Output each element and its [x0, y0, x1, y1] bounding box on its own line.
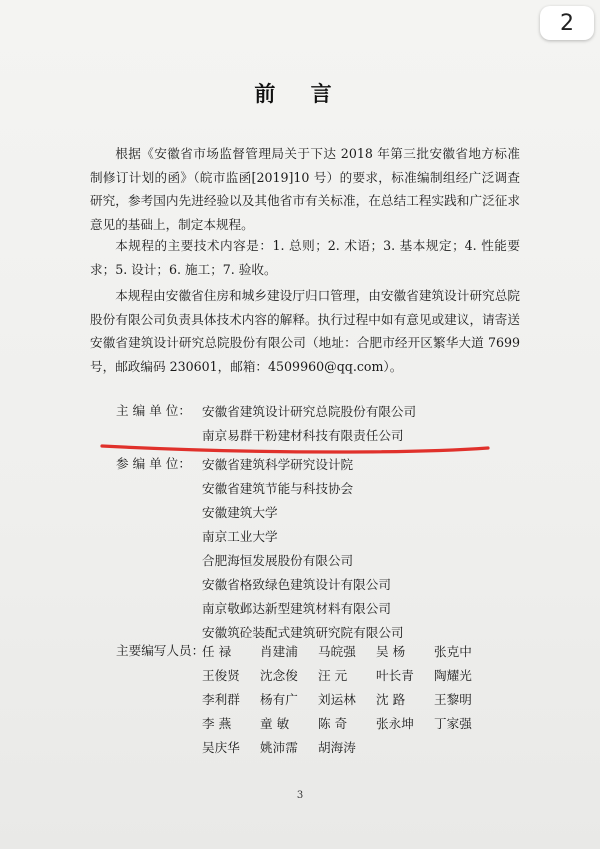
author-name: 肖建浦: [260, 644, 298, 659]
authors-label: 主要编写人员：: [116, 643, 205, 658]
author-name: 任 禄: [202, 644, 232, 659]
participating-unit-item: 南京敬邺达新型建筑材料有限公司: [202, 601, 391, 616]
chief-unit-item: 南京易群干粉建材科技有限责任公司: [202, 428, 404, 443]
chief-unit-item: 安徽省建筑设计研究总院股份有限公司: [202, 404, 417, 419]
author-name: 陶耀光: [434, 668, 472, 683]
author-name: 吴庆华: [202, 740, 240, 755]
author-name: 杨有广: [260, 692, 298, 707]
author-name: 汪 元: [318, 668, 348, 683]
page-number: 3: [296, 790, 304, 801]
participating-unit-item: 安徽建筑大学: [202, 505, 278, 520]
participating-unit-item: 安徽省格致绿色建筑设计有限公司: [202, 577, 391, 592]
authors-row: [202, 736, 516, 760]
participating-unit-item: 安徽省建筑科学研究设计院: [202, 457, 354, 472]
author-name: 童 敏: [260, 716, 290, 731]
page-badge: 2: [540, 6, 594, 40]
authors-row: [202, 712, 516, 736]
intro-paragraph-1: 根据《安徽省市场监督管理局关于下达 2018 年第三批安徽省地方标准制修订计划的函》（皖市监函[2019]10 号）的要求，标准编制组经广泛调查研究，参考国内先进经验以及其他省市有关标准，在总结工程实践和广泛征求意见的基础上，制定本规程。: [90, 146, 520, 232]
page-title: 前 言: [254, 82, 346, 106]
participating-units-label: 参 编 单 位：: [116, 456, 191, 471]
author-name: 王俊贤: [202, 668, 240, 683]
authors-section: [116, 640, 516, 760]
participating-unit-item: 合肥海恒发展股份有限公司: [202, 553, 354, 568]
authors-row: [202, 664, 516, 688]
author-name: 张克中: [434, 644, 472, 659]
author-name: 叶长青: [376, 668, 414, 683]
author-name: 李 燕: [202, 716, 232, 731]
chief-units-label: 主 编 单 位：: [116, 403, 191, 418]
participating-unit-item: 安徽筑砼装配式建筑研究院有限公司: [202, 625, 404, 640]
author-name: 刘运林: [318, 692, 356, 707]
author-name: 吴 杨: [376, 644, 406, 659]
author-name: 马皖强: [318, 644, 356, 659]
author-name: 李利群: [202, 692, 240, 707]
author-name: 沈 路: [376, 692, 406, 707]
author-name: 王黎明: [434, 692, 472, 707]
author-name: 沈念俊: [260, 668, 298, 683]
author-name: 丁家强: [434, 716, 472, 731]
author-name: 陈 奇: [318, 716, 348, 731]
intro-paragraph-3: 本规程由安徽省住房和城乡建设厅归口管理，由安徽省建筑设计研究总院股份有限公司负责具体技术内容的解释。执行过程中如有意见或建议，请寄送安徽省建筑设计研究总院股份有限公司（地址：合肥市经开区繁华大道 7699 号，邮政编码 230601，邮箱：4509960@qq.com）。: [90, 288, 520, 374]
authors-row: [202, 640, 516, 664]
authors-row: [202, 688, 516, 712]
author-name: 张永坤: [376, 716, 414, 731]
participating-units-section: [116, 453, 516, 645]
participating-unit-item: 南京工业大学: [202, 529, 278, 544]
participating-unit-item: 安徽省建筑节能与科技协会: [202, 481, 354, 496]
intro-paragraph-2: 本规程的主要技术内容是：1. 总则；2. 术语；3. 基本规定；4. 性能要求；5. 设计；6. 施工；7. 验收。: [90, 238, 520, 277]
author-name: 胡海涛: [318, 740, 356, 755]
author-name: 姚沛霈: [260, 740, 298, 755]
